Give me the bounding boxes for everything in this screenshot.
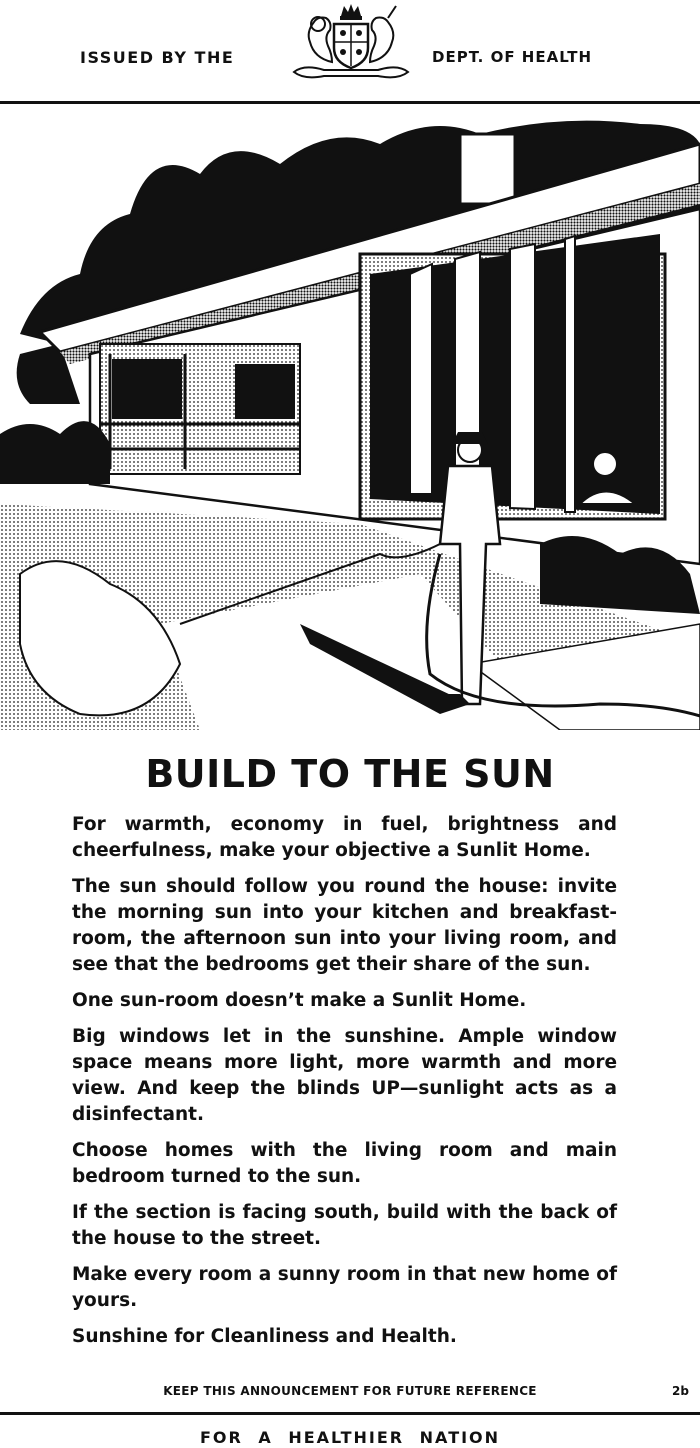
sunlit-house-gardener-illustration bbox=[0, 104, 700, 730]
paragraph: The sun should follow you round the house: invite the morning sun into your kitchen and breakfast-room, the afternoon sun into your living room, and see that the bedrooms get their share of the sun. bbox=[72, 876, 617, 975]
paragraph: Make every room a sunny room in that new home of yours. bbox=[72, 1264, 617, 1311]
paragraph: Sunshine for Cleanliness and Health. bbox=[72, 1326, 457, 1347]
paragraph: Choose homes with the living room and main bedroom turned to the sun. bbox=[72, 1140, 617, 1187]
body-copy bbox=[72, 812, 617, 1360]
paragraph: If the section is facing south, build with the back of the house to the street. bbox=[72, 1202, 617, 1249]
tagline: FOR A HEALTHIER NATION bbox=[199, 1428, 501, 1447]
royal-coat-of-arms-icon bbox=[284, 2, 418, 82]
paragraph: Big windows let in the sunshine. Ample window space means more light, more warmth and more view. And keep the blinds UP—sunlight acts as a disinfectant. bbox=[72, 1026, 617, 1125]
header bbox=[0, 0, 700, 104]
code-label: 2b bbox=[672, 1384, 689, 1398]
paragraph: For warmth, economy in fuel, brightness and cheerfulness, make your objective a Sunlit Home. bbox=[72, 814, 617, 861]
paragraph: One sun-room doesn’t make a Sunlit Home. bbox=[72, 990, 527, 1011]
headline: BUILD TO THE SUN bbox=[145, 752, 555, 796]
issued-by-label: ISSUED BY THE bbox=[80, 48, 235, 67]
dept-of-health-label: DEPT. OF HEALTH bbox=[432, 48, 593, 66]
bottom-rule bbox=[0, 1412, 700, 1415]
keep-notice: KEEP THIS ANNOUNCEMENT FOR FUTURE REFERENCE bbox=[163, 1384, 537, 1398]
